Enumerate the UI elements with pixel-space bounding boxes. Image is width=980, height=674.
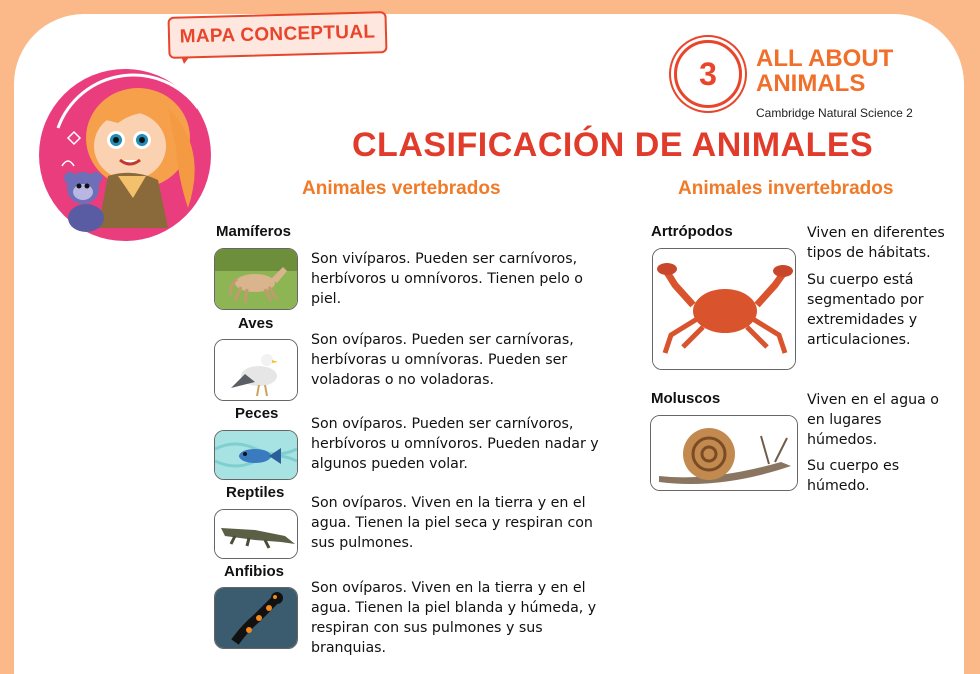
- group-desc-anfibios: Son ovíparos. Viven en la tierra y en el agua. Tienen la piel blanda y húmeda, y respiran con sus pulmones y sus branquias.: [311, 580, 597, 656]
- group-label-anfibios: Anfibios: [224, 563, 284, 580]
- group-desc2-artropodos: Su cuerpo está segmentado por extremidades y articulaciones.: [807, 272, 924, 348]
- book-name: Cambridge Natural Science 2: [756, 106, 913, 120]
- group-desc-mamiferos: Son vivíparos. Pueden ser carnívoros, herbívoros u omnívoros. Tienen pelo o piel.: [311, 251, 583, 307]
- group-label-moluscos: Moluscos: [651, 390, 721, 407]
- group-label-artropodos: Artrópodos: [651, 223, 733, 240]
- invertebrates-heading: Animales invertebrados: [678, 178, 894, 199]
- unit-title: [756, 46, 916, 96]
- page-title: CLASIFICACIÓN DE ANIMALES: [352, 126, 874, 164]
- group-label-peces: Peces: [235, 405, 279, 422]
- group-desc1-artropodos: Viven en diferentes tipos de hábitats.: [807, 225, 945, 261]
- crocodile-image: [214, 509, 298, 559]
- tag-label: MAPA CONCEPTUAL: [179, 21, 376, 48]
- group-desc-reptiles: Son ovíparos. Viven en la tierra y en el agua. Tienen la piel seca y respiran con sus pulmones.: [311, 495, 593, 551]
- group-label-mamiferos: Mamíferos: [216, 223, 292, 240]
- group-desc-aves: Son ovíparos. Pueden ser carnívoras, herbívoras u omnívoras. Pueden ser voladoras o no voladoras.: [311, 332, 574, 388]
- group-desc2-moluscos: Su cuerpo es húmedo.: [807, 458, 900, 494]
- crab-image: [652, 248, 796, 370]
- group-label-aves: Aves: [238, 315, 274, 332]
- seagull-image: [214, 339, 298, 401]
- salamander-image: [214, 587, 298, 649]
- unit-title-line2: ANIMALS: [756, 70, 866, 97]
- unit-number: 3: [699, 55, 717, 92]
- snail-image: [650, 415, 798, 491]
- vertebrates-heading: Animales vertebrados: [302, 178, 501, 199]
- unit-number-badge: [674, 40, 742, 108]
- horse-image: [214, 248, 298, 310]
- unit-title-line1: ALL ABOUT: [756, 45, 894, 72]
- girl-illustration: [38, 68, 212, 242]
- group-label-reptiles: Reptiles: [226, 484, 285, 501]
- concept-map-tag: [167, 11, 387, 59]
- group-desc-peces: Son ovíparos. Pueden ser carnívoros, herbívoros u omnívoros. Pueden nadar y algunos pueden volar.: [311, 416, 599, 472]
- fish-image: [214, 430, 298, 480]
- group-desc1-moluscos: Viven en el agua o en lugares húmedos.: [807, 392, 939, 448]
